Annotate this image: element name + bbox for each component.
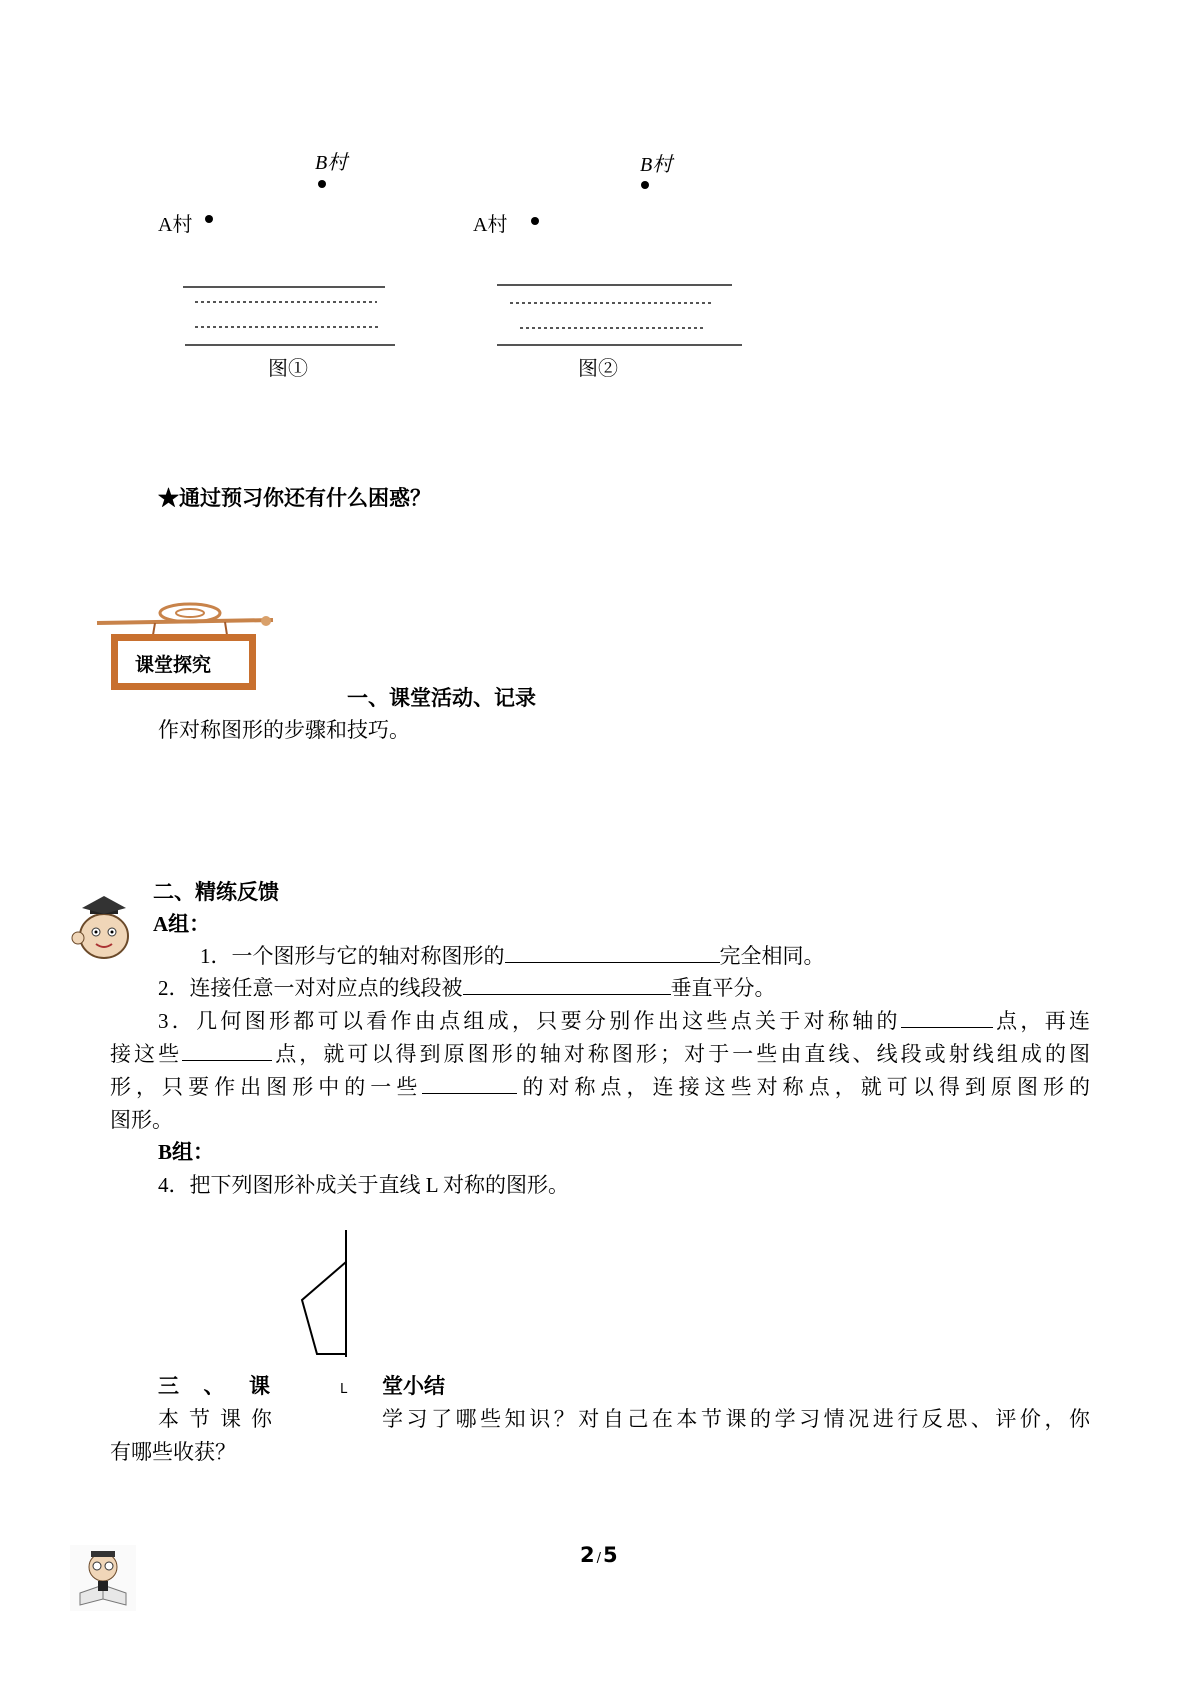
question-2: 2．连接任意一对对应点的线段被 垂直平分。: [158, 972, 776, 1005]
group-b-label: B组：: [158, 1140, 215, 1164]
figure-1: [150, 140, 450, 420]
fig2-b-label: B村: [640, 154, 673, 176]
classroom-banner: [95, 600, 280, 700]
q2-answer-blank[interactable]: [463, 972, 671, 995]
figure-2: [460, 140, 760, 420]
half-shape: [302, 1262, 346, 1354]
reading-mascot-icon: [70, 1545, 136, 1611]
student-mascot-icon: [68, 888, 138, 960]
fig1-caption: 图①: [268, 358, 308, 380]
fig2-a-label: A村: [473, 214, 508, 236]
fig1-b-label: B村: [315, 152, 348, 174]
section3-line1-right: 学习了哪些知识？对自己在本节课的学习情况进行反思、评价，你: [382, 1407, 1090, 1431]
page-number: 2 /5: [580, 1543, 618, 1567]
axis-label: L: [340, 1382, 348, 1397]
section3-line2: 有哪些收获？: [110, 1440, 236, 1464]
q3-blank-2[interactable]: [182, 1038, 272, 1061]
section3-line1-left: 本节课你: [158, 1407, 272, 1431]
question-3-line-4: 图形。: [110, 1108, 173, 1132]
section3-title-left: 三、课: [158, 1374, 270, 1398]
q3-blank-3[interactable]: [422, 1071, 517, 1094]
preview-question: ★通过预习你还有什么困惑？: [158, 486, 431, 510]
q3-blank-1[interactable]: [901, 1005, 993, 1028]
q4-figure: [290, 1225, 360, 1360]
question-3-line-2: 接这些 点，就可以得到原图形的轴对称图形；对于一些由直线、线段或射线组成的图: [110, 1038, 1090, 1071]
section1-title: 一、课堂活动、记录: [347, 686, 536, 710]
section1-body: 作对称图形的步骤和技巧。: [158, 718, 410, 742]
section2-title: 二、精练反馈: [153, 880, 279, 904]
group-a-label: A组：: [153, 912, 211, 936]
fig1-a-label: A村: [158, 214, 193, 236]
question-3-line-3: 形，只要作出图形中的一些 的对称点，连接这些对称点，就可以得到原图形的: [110, 1071, 1090, 1104]
question-4: 4．把下列图形补成关于直线 L 对称的图形。: [158, 1173, 570, 1197]
fig2-caption: 图②: [578, 358, 618, 380]
banner-label: 课堂探究: [135, 654, 212, 676]
question-3-line-1: 3．几何图形都可以看作由点组成，只要分别作出这些点关于对称轴的 点，再连: [158, 1005, 1090, 1038]
section3-title-right: 堂小结: [382, 1374, 445, 1398]
q1-answer-blank[interactable]: [505, 940, 720, 963]
question-1: 1．一个图形与它的轴对称图形的 完全相同。: [200, 940, 825, 973]
